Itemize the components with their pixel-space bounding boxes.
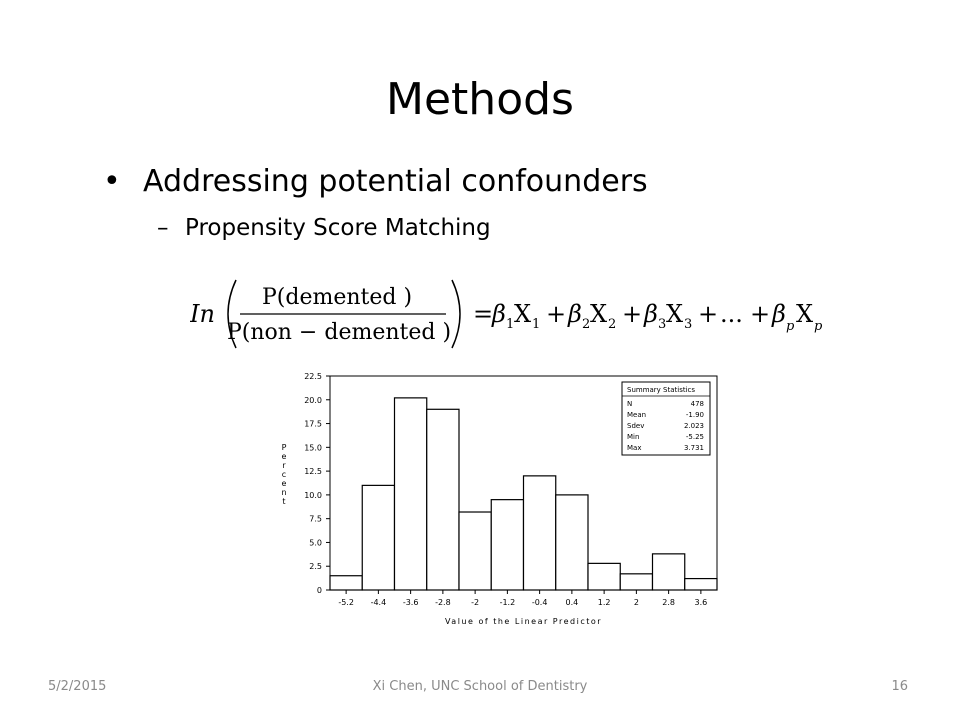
summary-stat-label: N [627,400,633,408]
var-symbol: X [514,300,532,328]
x-tick-label: 3.6 [694,598,708,607]
y-axis-label-char: e [281,452,287,461]
histogram-bar [491,500,523,590]
coef-subscript: 2 [582,317,591,332]
propensity-formula [190,272,850,356]
summary-stat-label: Min [627,433,640,441]
dash-icon: – [157,215,169,241]
plus-sign: + [546,300,567,328]
histogram-bar [395,398,427,590]
histogram-bar [524,476,556,590]
coef-subscript: 3 [658,317,667,332]
y-tick-label: 2.5 [309,562,322,572]
x-tick-label: -2 [471,598,480,607]
y-axis-label-char: P [281,443,287,452]
histogram-bar [459,512,491,590]
bullet-dot-icon: • [103,164,121,199]
x-tick-label: -0.4 [531,598,548,607]
coef-symbol: β [772,300,786,328]
var-subscript: 1 [532,317,541,332]
x-axis-label: Value of the Linear Predictor [444,617,603,626]
footer-date: 5/2/2015 [48,679,107,694]
x-tick-label: 2 [633,598,639,607]
var-subscript: 2 [608,317,617,332]
histogram-bar [620,574,652,590]
summary-stat-value: 478 [690,400,704,408]
summary-stat-label: Max [627,444,642,452]
histogram-bar [685,579,717,590]
formula-ln: In [190,300,215,328]
bullet-text: Addressing potential confounders [143,164,648,199]
slide-title: Methods [386,74,574,125]
y-axis-label-char: e [281,479,287,488]
footer-author: Xi Chen, UNC School of Dentistry [372,679,588,694]
var-subscript: p [814,319,823,334]
coef-symbol: β [644,300,658,328]
y-tick-label: 10.0 [304,490,322,500]
y-axis-label-char: t [282,497,286,506]
histogram-chart [270,368,730,630]
y-tick-label: 17.5 [304,419,322,429]
x-tick-label: -3.6 [402,598,419,607]
var-symbol: X [796,300,814,328]
histogram-bar [653,554,685,590]
sub-bullet-item [157,210,491,246]
sub-bullet-text: Propensity Score Matching [185,215,491,241]
histogram-bar [556,495,588,590]
coef-symbol: β [568,300,582,328]
plus-sign: + [622,300,643,328]
var-symbol: X [590,300,608,328]
x-tick-label: -1.2 [499,598,516,607]
summary-stats-title: Summary Statistics [627,386,696,394]
right-paren-icon [452,280,460,348]
y-tick-label: 5.0 [309,538,322,548]
y-tick-label: 20.0 [304,395,322,405]
x-tick-label: 2.8 [662,598,675,607]
summary-stat-value: -1.90 [685,411,704,419]
summary-stat-value: 3.731 [683,444,704,452]
coef-symbol: β [492,300,506,328]
histogram-bar [330,576,362,590]
coef-subscript: 1 [506,317,515,332]
x-tick-label: -5.2 [338,598,354,607]
formula-denominator: P(non − demented ) [226,320,452,345]
histogram-bar [362,485,394,590]
summary-stat-value: 2.023 [683,422,704,430]
summary-stat-value: -5.25 [685,433,704,441]
formula-ellipsis: ... [720,300,743,328]
bullet-item [103,160,648,204]
plus-sign: + [750,300,771,328]
summary-stat-label: Mean [627,411,647,419]
footer-page-number: 16 [891,679,908,694]
y-tick-label: 22.5 [304,372,322,381]
formula-numerator: P(demented ) [261,285,413,310]
coef-subscript: p [786,319,795,334]
y-tick-label: 0 [316,586,322,595]
equals-sign: = [473,300,494,328]
y-axis-label-char: r [282,461,286,470]
summary-stat-label: Sdev [627,422,645,430]
y-axis-label-char: c [281,470,287,479]
histogram-bar [427,409,459,590]
var-symbol: X [666,300,684,328]
y-tick-label: 7.5 [309,514,322,524]
x-tick-label: 0.4 [565,598,579,607]
y-tick-label: 12.5 [304,467,322,477]
plus-sign: + [698,300,719,328]
x-tick-label: 1.2 [597,598,611,607]
x-tick-label: -4.4 [370,598,387,607]
y-tick-label: 15.0 [304,443,322,453]
y-axis-label-char: n [281,488,287,497]
var-subscript: 3 [684,317,693,332]
x-tick-label: -2.8 [435,598,451,607]
histogram-bar [588,563,620,590]
